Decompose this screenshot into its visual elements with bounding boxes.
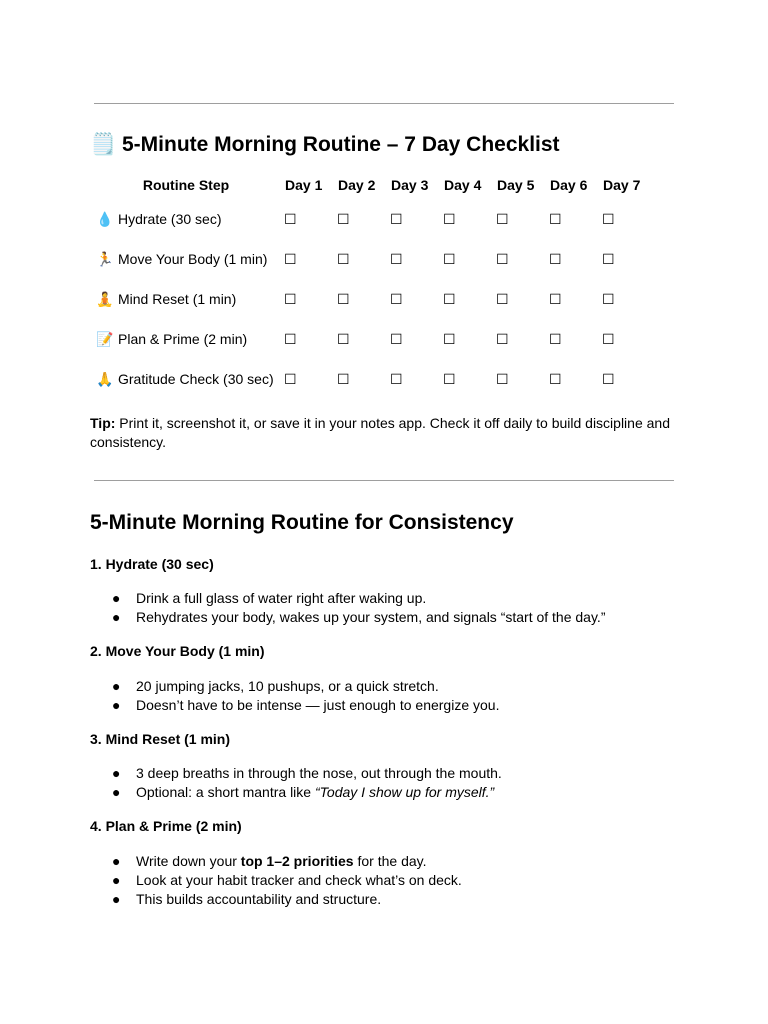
- day-checkbox[interactable]: ☐: [602, 210, 615, 227]
- day-checkbox[interactable]: ☐: [390, 210, 403, 227]
- day-checkbox[interactable]: ☐: [443, 250, 456, 267]
- list-item: [90, 890, 462, 909]
- table-row: [88, 279, 655, 319]
- day-checkbox[interactable]: ☐: [284, 330, 297, 347]
- checklist-title: [90, 133, 560, 157]
- day-checkbox[interactable]: ☐: [390, 330, 403, 347]
- day-checkbox[interactable]: ☐: [390, 250, 403, 267]
- bullet-list-move: [90, 677, 499, 715]
- routine-title: 5-Minute Morning Routine for Consistency: [90, 511, 514, 534]
- day-checkbox[interactable]: ☐: [496, 290, 509, 307]
- routine-step-label: Gratitude Check (30 sec): [118, 370, 274, 387]
- horizontal-divider: [94, 480, 674, 481]
- day-checkbox[interactable]: ☐: [390, 290, 403, 307]
- table-row: [88, 359, 655, 399]
- tip-paragraph: [90, 414, 680, 452]
- list-item: [90, 764, 502, 783]
- section-heading-move: 2. Move Your Body (1 min): [90, 643, 265, 659]
- day-checkbox[interactable]: ☐: [549, 330, 562, 347]
- section-heading-hydrate: 1. Hydrate (30 sec): [90, 556, 214, 572]
- list-item-text: 20 jumping jacks, 10 pushups, or a quick stretch.: [136, 678, 439, 694]
- list-item: [90, 783, 502, 802]
- bullet-icon: ●: [112, 590, 121, 606]
- routine-step-cell: [88, 359, 284, 399]
- day-checkbox[interactable]: ☐: [284, 210, 297, 227]
- header-day: Day 1: [285, 177, 323, 193]
- list-item: [90, 677, 499, 696]
- day-checkbox[interactable]: ☐: [284, 250, 297, 267]
- list-item: [90, 852, 462, 871]
- table-row: [88, 199, 655, 239]
- list-item-text: Look at your habit tracker and check what’s on deck.: [136, 872, 462, 888]
- list-item: [90, 696, 499, 715]
- day-checkbox[interactable]: ☐: [496, 250, 509, 267]
- day-checkbox[interactable]: ☐: [443, 330, 456, 347]
- day-checkbox[interactable]: ☐: [337, 370, 350, 387]
- day-checkbox[interactable]: ☐: [549, 250, 562, 267]
- section-heading-plan: 4. Plan & Prime (2 min): [90, 818, 242, 834]
- list-item-text: for the day.: [353, 853, 427, 869]
- table-header-row: [88, 171, 655, 199]
- header-day: Day 2: [338, 177, 376, 193]
- day-checkbox[interactable]: ☐: [337, 330, 350, 347]
- day-checkbox[interactable]: ☐: [390, 370, 403, 387]
- notepad-icon: 🗒️: [90, 133, 117, 156]
- bullet-icon: ●: [112, 853, 121, 869]
- day-checkbox[interactable]: ☐: [602, 370, 615, 387]
- list-item-text: Rehydrates your body, wakes up your system, and signals “start of the day.”: [136, 609, 606, 625]
- bullet-list-mind-reset: [90, 764, 502, 802]
- day-checkbox[interactable]: ☐: [602, 290, 615, 307]
- routine-step-label: Mind Reset (1 min): [118, 290, 237, 307]
- routine-step-label: Hydrate (30 sec): [118, 210, 222, 227]
- list-item: [90, 608, 605, 627]
- horizontal-divider: [94, 103, 674, 104]
- table-row: [88, 319, 655, 359]
- day-checkbox[interactable]: ☐: [496, 330, 509, 347]
- day-checkbox[interactable]: ☐: [496, 370, 509, 387]
- day-checkbox[interactable]: ☐: [549, 210, 562, 227]
- day-checkbox[interactable]: ☐: [602, 330, 615, 347]
- water-drop-icon: 💧: [96, 210, 114, 227]
- header-day: Day 5: [497, 177, 535, 193]
- header-day: Day 6: [550, 177, 588, 193]
- routine-step-label: Plan & Prime (2 min): [118, 330, 248, 347]
- routine-step-cell: [88, 239, 284, 279]
- day-checkbox[interactable]: ☐: [602, 250, 615, 267]
- header-day: Day 4: [444, 177, 482, 193]
- day-checkbox[interactable]: ☐: [284, 370, 297, 387]
- checklist-table: [88, 171, 655, 399]
- list-item-text: 3 deep breaths in through the nose, out through the mouth.: [136, 765, 502, 781]
- bullet-icon: ●: [112, 891, 121, 907]
- day-checkbox[interactable]: ☐: [443, 370, 456, 387]
- header-routine-step: Routine Step: [142, 177, 230, 193]
- bullet-list-plan: [90, 852, 462, 909]
- memo-icon: 📝: [96, 330, 114, 347]
- bullet-icon: ●: [112, 872, 121, 888]
- day-checkbox[interactable]: ☐: [443, 210, 456, 227]
- bullet-icon: ●: [112, 678, 121, 694]
- day-checkbox[interactable]: ☐: [337, 210, 350, 227]
- bullet-icon: ●: [112, 697, 121, 713]
- routine-step-cell: [88, 199, 284, 239]
- checklist-title-text: 5-Minute Morning Routine – 7 Day Checklist: [122, 133, 560, 156]
- list-item-text: Write down your: [136, 853, 241, 869]
- routine-step-cell: [88, 319, 284, 359]
- routine-step-cell: [88, 279, 284, 319]
- list-item-text: Optional: a short mantra like: [136, 784, 315, 800]
- priorities-emphasis: top 1–2 priorities: [240, 853, 354, 869]
- tip-label: Tip:: [90, 415, 116, 431]
- folded-hands-icon: 🙏: [96, 370, 114, 387]
- day-checkbox[interactable]: ☐: [443, 290, 456, 307]
- header-day: Day 7: [603, 177, 641, 193]
- day-checkbox[interactable]: ☐: [284, 290, 297, 307]
- list-item: [90, 871, 462, 890]
- mantra-quote: “Today I show up for myself.”: [314, 784, 495, 800]
- section-heading-mind-reset: 3. Mind Reset (1 min): [90, 731, 231, 747]
- header-day: Day 3: [391, 177, 429, 193]
- tip-text: Print it, screenshot it, or save it in your notes app. Check it off daily to build discipline and consistency.: [90, 415, 670, 450]
- list-item-text: Drink a full glass of water right after waking up.: [136, 590, 427, 606]
- day-checkbox[interactable]: ☐: [549, 290, 562, 307]
- list-item-text: This builds accountability and structure.: [136, 891, 382, 907]
- bullet-list-hydrate: [90, 589, 605, 627]
- bullet-icon: ●: [112, 784, 121, 800]
- meditation-icon: 🧘: [96, 290, 114, 307]
- runner-icon: 🏃: [96, 250, 114, 267]
- day-checkbox[interactable]: ☐: [337, 250, 350, 267]
- routine-step-label: Move Your Body (1 min): [118, 250, 268, 267]
- list-item-text: Doesn’t have to be intense — just enough to energize you.: [136, 697, 500, 713]
- day-checkbox[interactable]: ☐: [337, 290, 350, 307]
- day-checkbox[interactable]: ☐: [549, 370, 562, 387]
- table-row: [88, 239, 655, 279]
- day-checkbox[interactable]: ☐: [496, 210, 509, 227]
- bullet-icon: ●: [112, 765, 121, 781]
- list-item: [90, 589, 605, 608]
- bullet-icon: ●: [112, 609, 121, 625]
